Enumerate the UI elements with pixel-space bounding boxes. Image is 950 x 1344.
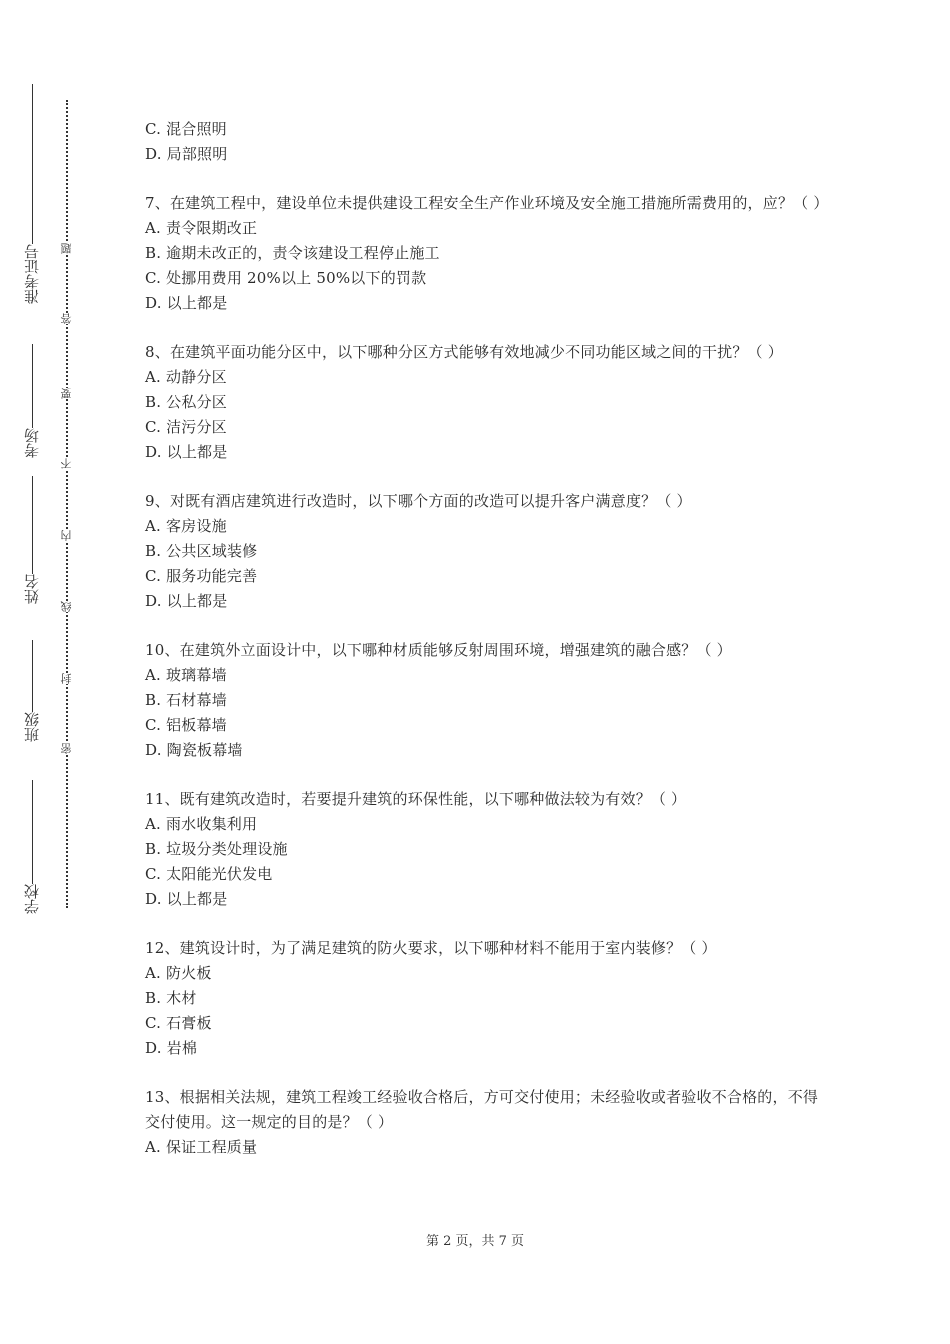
option-6c: C. 混合照明: [145, 120, 227, 138]
option-7b: B. 逾期未改正的，责令该建设工程停止施工: [145, 244, 440, 262]
option-9c: C. 服务功能完善: [145, 567, 258, 585]
seal-char-da: 答: [60, 313, 73, 324]
school-field: [20, 780, 44, 914]
option-12d: D. 岩棉: [145, 1039, 198, 1057]
option-10b: B. 石材幕墙: [145, 691, 227, 709]
seal-char-feng: 封: [60, 673, 73, 684]
option-12b: B. 木材: [145, 989, 197, 1007]
student-name-field: [20, 476, 44, 604]
option-13a: A. 保证工程质量: [145, 1138, 258, 1156]
page-number: 第 2 页，共 7 页: [425, 1234, 525, 1249]
question-12-text: 12、建筑设计时，为了满足建筑的防火要求，以下哪种材料不能用于室内装修？（ ）: [145, 939, 717, 957]
exam-number-field: [20, 84, 44, 304]
seal-char-ti: 题: [60, 243, 73, 254]
option-9b: B. 公共区域装修: [145, 542, 258, 560]
seal-char-xian: 线: [60, 601, 73, 612]
question-12: [145, 936, 825, 1061]
question-9-text: 9、对既有酒店建筑进行改造时，以下哪个方面的改造可以提升客户满意度？（ ）: [145, 492, 692, 510]
option-9d: D. 以上都是: [145, 592, 228, 610]
option-6d: D. 局部照明: [145, 145, 228, 163]
question-8: [145, 340, 825, 465]
exam-number-label: 准考证号: [22, 244, 41, 304]
option-8c: C. 洁污分区: [145, 418, 227, 436]
question-9: [145, 489, 825, 614]
option-7a: A. 责令限期改正: [145, 219, 258, 237]
student-name-label: 姓名: [22, 574, 41, 604]
option-10c: C. 铝板幕墙: [145, 716, 227, 734]
exam-room-line: [32, 344, 33, 428]
class-label: 班级: [22, 712, 41, 742]
seal-char-yao: 要: [60, 388, 73, 399]
option-8a: A. 动静分区: [145, 368, 227, 386]
option-7d: D. 以上都是: [145, 294, 228, 312]
seal-char-nei: 内: [60, 530, 73, 541]
question-10: [145, 638, 825, 763]
option-12c: C. 石膏板: [145, 1014, 212, 1032]
question-8-text: 8、在建筑平面功能分区中，以下哪种分区方式能够有效地减少不同功能区域之间的干扰？（ ）: [145, 343, 783, 361]
seal-char-bu: 不: [60, 458, 73, 469]
class-line: [32, 640, 33, 712]
student-name-line: [32, 476, 33, 574]
option-11c: C. 太阳能光伏发电: [145, 865, 273, 883]
option-11b: B. 垃圾分类处理设施: [145, 840, 288, 858]
exam-room-field: [20, 344, 44, 458]
question-6-continued: [145, 117, 825, 167]
question-11-text: 11、既有建筑改造时，若要提升建筑的环保性能，以下哪种做法较为有效？（ ）: [145, 790, 687, 808]
option-11d: D. 以上都是: [145, 890, 228, 908]
question-13: [145, 1085, 825, 1160]
seal-char-mi: 密: [60, 743, 73, 754]
option-8d: D. 以上都是: [145, 443, 228, 461]
question-11: [145, 787, 825, 912]
option-10a: A. 玻璃幕墙: [145, 666, 227, 684]
exam-number-line: [32, 84, 33, 244]
option-10d: D. 陶瓷板幕墙: [145, 741, 243, 759]
school-line: [32, 780, 33, 884]
option-12a: A. 防火板: [145, 964, 212, 982]
question-7-text: 7、在建筑工程中，建设单位未提供建设工程安全生产作业环境及安全施工措施所需费用的，应？（ ）: [145, 194, 829, 212]
option-7c: C. 处挪用费用 20%以上 50%以下的罚款: [145, 269, 427, 287]
question-10-text: 10、在建筑外立面设计中，以下哪种材质能够反射周围环境，增强建筑的融合感？（ ）: [145, 641, 732, 659]
question-7: [145, 191, 829, 316]
exam-room-label: 考场: [22, 428, 41, 458]
seal-dotted-line: [66, 100, 68, 908]
option-8b: B. 公私分区: [145, 393, 227, 411]
option-11a: A. 雨水收集利用: [145, 815, 258, 833]
question-list: [145, 117, 829, 1160]
class-field: [20, 640, 44, 742]
school-label: 学校: [22, 884, 41, 914]
option-9a: A. 客房设施: [145, 517, 227, 535]
question-13-text: 13、根据相关法规，建筑工程竣工经验收合格后，方可交付使用；未经验收或者验收不合格的，不得交付使用。这一规定的目的是？（ ）: [145, 1088, 819, 1131]
